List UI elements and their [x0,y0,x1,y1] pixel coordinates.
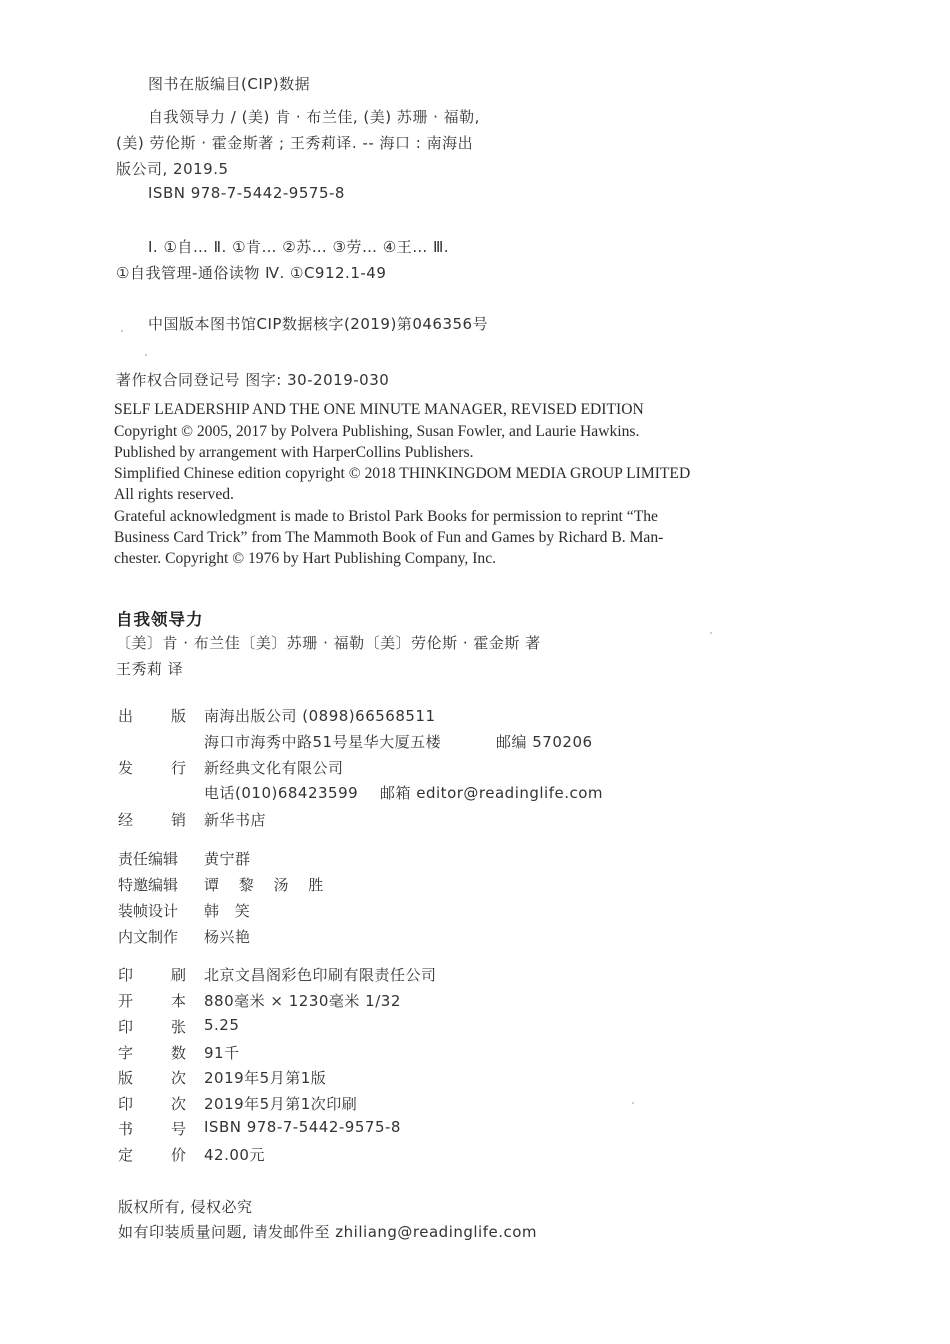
publisher-postcode: 邮编 570206 [496,733,593,751]
english-acknowledgment-line-2: Business Card Trick” from The Mammoth Book of Fun and Games by Richard B. Man- [114,529,664,546]
spec-label-char: 印 [118,1095,134,1113]
spec-label-char: 定 [118,1146,134,1164]
publisher-label-char-1: 出 [118,707,134,725]
spec-label-char: 开 [118,992,134,1010]
english-title-line: SELF LEADERSHIP AND THE ONE MINUTE MANAGER, REVISED EDITION [114,401,644,418]
cip-heading: 图书在版编目(CIP)数据 [148,75,311,93]
editor-row-value: 杨兴艳 [204,928,251,946]
contract-registration: 著作权合同登记号 图字: 30-2019-030 [116,371,390,389]
quality-notice: 如有印装质量问题, 请发邮件至 zhiliang@readinglife.com [118,1223,538,1241]
spec-row-label [118,1144,186,1165]
publisher-address: 海口市海秀中路51号星华大厦五楼 [204,733,442,751]
scan-speck [145,354,147,356]
distributor-label-char-2: 行 [170,759,186,777]
spec-row-value: 91千 [204,1044,240,1062]
spec-label-char: 张 [170,1018,186,1036]
cip-class-2: ①自我管理-通俗读物 Ⅳ. ①C912.1-49 [116,264,387,282]
publisher-label [118,705,186,726]
seller-label [118,809,186,830]
spec-label-char: 版 [118,1069,134,1087]
spec-row-value: 2019年5月第1版 [204,1069,327,1087]
spec-row-label [118,1118,186,1139]
spec-row-label [118,1016,186,1037]
publisher-label-char-2: 版 [170,707,186,725]
seller-name: 新华书店 [204,811,267,829]
editor-row-value: 谭 黎 汤 胜 [204,876,324,894]
spec-row-label [118,1067,186,1088]
spec-row-value: 2019年5月第1次印刷 [204,1095,358,1113]
distributor-name: 新经典文化有限公司 [204,759,344,777]
spec-label-char: 印 [118,966,134,984]
english-rights-line: All rights reserved. [114,486,234,503]
scan-speck [121,330,123,332]
spec-row-label [118,990,186,1011]
book-authors: 〔美〕肯 · 布兰佳〔美〕苏珊 · 福勒〔美〕劳伦斯 · 霍金斯 著 [116,634,541,652]
spec-label-char: 本 [170,992,186,1010]
spec-label-char: 次 [170,1069,186,1087]
seller-label-char-2: 销 [170,811,186,829]
editor-row-label: 内文制作 [118,928,179,946]
spec-label-char: 书 [118,1120,134,1138]
spec-row-label [118,1093,186,1114]
cip-class-1: Ⅰ. ①自… Ⅱ. ①肯… ②苏… ③劳… ④王… Ⅲ. [148,238,450,256]
spec-row-value: 5.25 [204,1016,240,1034]
scan-speck [710,632,712,634]
spec-label-char: 号 [170,1120,186,1138]
spec-label-char: 刷 [170,966,186,984]
publisher-name-phone: 南海出版公司 (0898)66568511 [204,707,436,725]
seller-label-char-1: 经 [118,811,134,829]
book-title: 自我领导力 [116,610,204,629]
editor-row-label: 特邀编辑 [118,876,179,894]
spec-row-value: 北京文昌阁彩色印刷有限责任公司 [204,966,437,984]
rights-notice: 版权所有, 侵权必究 [118,1198,253,1216]
cip-line-2: (美) 劳伦斯 · 霍金斯著 ; 王秀莉译. -- 海口 : 南海出 [116,134,474,152]
editor-row-value: 韩 笑 [204,902,251,920]
distributor-phone: 电话(010)68423599 [204,784,359,802]
cip-line-3: 版公司, 2019.5 [116,160,229,178]
english-chinese-edition-line: Simplified Chinese edition copyright © 2018 THINKINGDOM MEDIA GROUP LIMITED [114,465,691,482]
spec-row-label [118,1042,186,1063]
distributor-label [118,757,186,778]
distributor-email: 邮箱 editor@readinglife.com [380,784,604,802]
spec-label-char: 印 [118,1018,134,1036]
cip-verify-number: 中国版本图书馆CIP数据核字(2019)第046356号 [148,315,489,333]
english-acknowledgment-line-1: Grateful acknowledgment is made to Bristol Park Books for permission to reprint “The [114,508,658,525]
spec-row-label [118,964,186,985]
spec-label-char: 价 [170,1146,186,1164]
english-copyright-line: Copyright © 2005, 2017 by Polvera Publishing, Susan Fowler, and Laurie Hawkins. [114,423,640,440]
scan-speck [632,1102,634,1104]
english-arrangement-line: Published by arrangement with HarperCollins Publishers. [114,444,474,461]
cip-isbn: ISBN 978-7-5442-9575-8 [148,184,345,202]
spec-label-char: 数 [170,1044,186,1062]
cip-line-1: 自我领导力 / (美) 肯 · 布兰佳, (美) 苏珊 · 福勒, [148,108,480,126]
distributor-label-char-1: 发 [118,759,134,777]
spec-row-value: 42.00元 [204,1146,265,1164]
book-translator: 王秀莉 译 [116,660,184,678]
spec-label-char: 字 [118,1044,134,1062]
editor-row-label: 装帧设计 [118,902,179,920]
spec-label-char: 次 [170,1095,186,1113]
editor-row-value: 黄宁群 [204,850,251,868]
english-acknowledgment-line-3: chester. Copyright © 1976 by Hart Publishing Company, Inc. [114,550,497,567]
editor-row-label: 责任编辑 [118,850,179,868]
spec-row-value: ISBN 978-7-5442-9575-8 [204,1118,401,1136]
spec-row-value: 880毫米 × 1230毫米 1/32 [204,992,401,1010]
